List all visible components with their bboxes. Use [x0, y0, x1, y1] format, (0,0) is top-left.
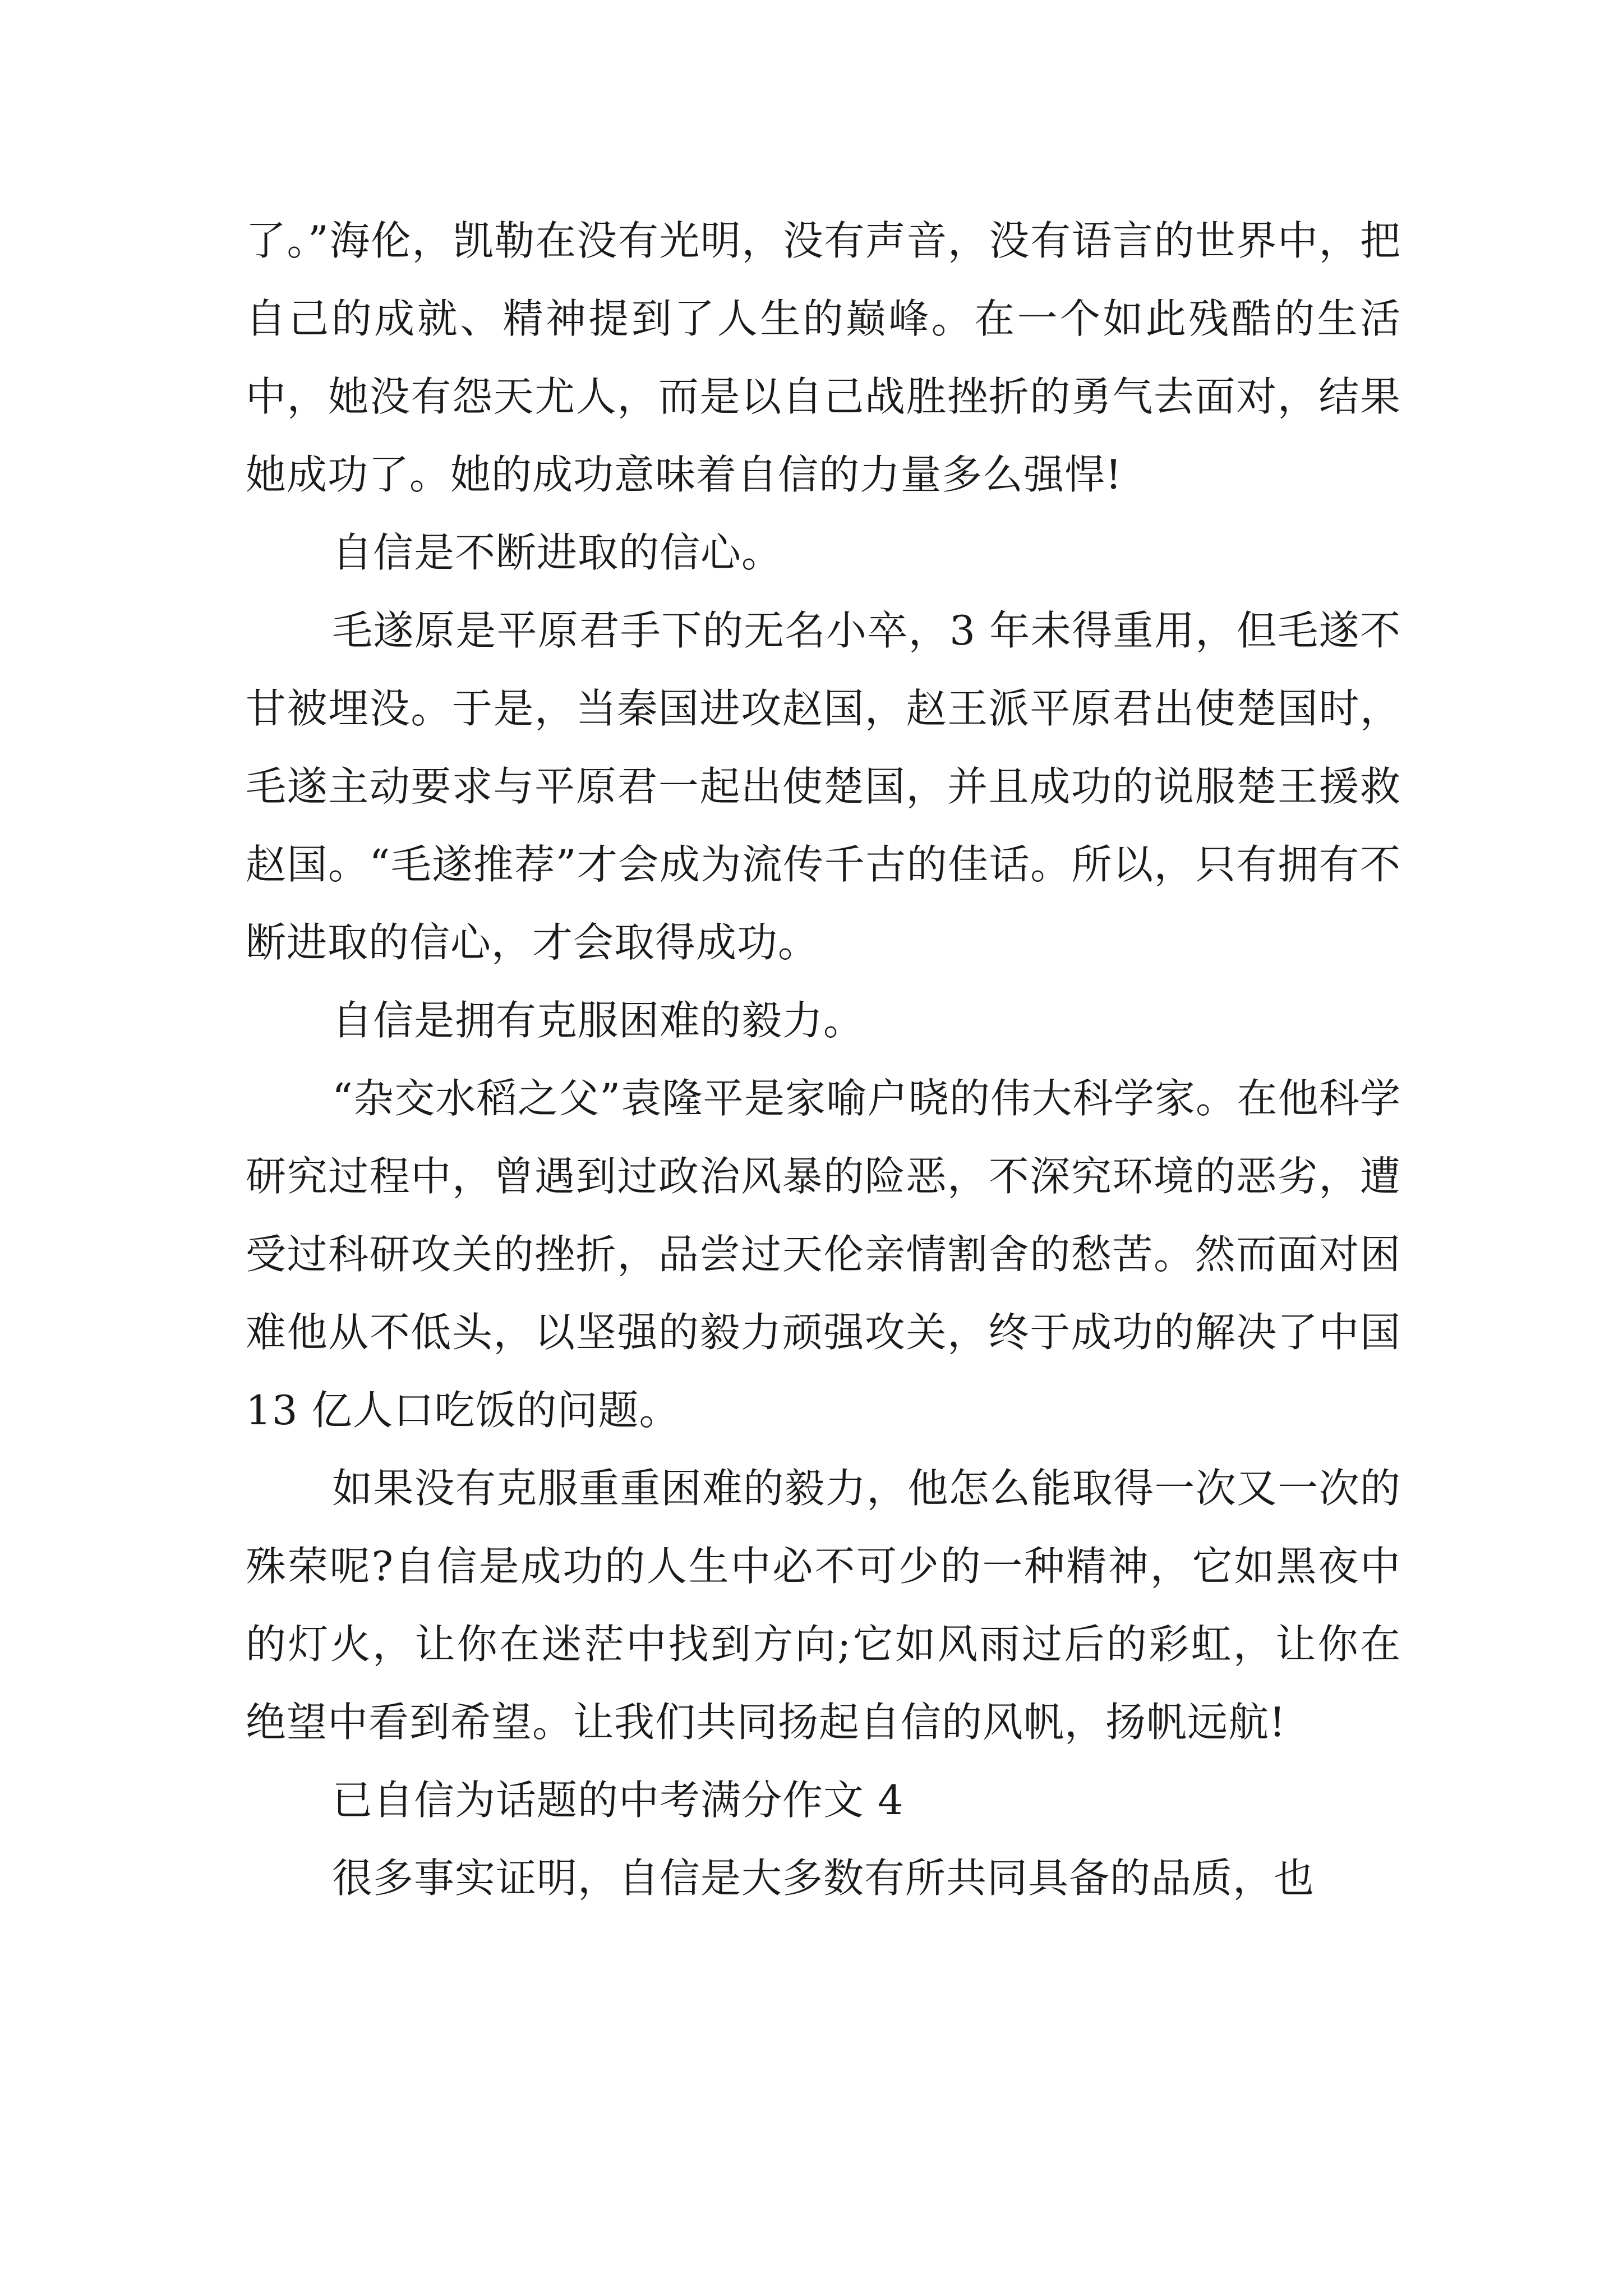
paragraph-conclusion: 如果没有克服重重困难的毅力，他怎么能取得一次又一次的殊荣呢?自信是成功的人生中必不可少的一种精神，它如黑夜中的灯火，让你在迷茫中找到方向;它如风雨过后的彩虹，让你在绝望中看到希望。让我们共同扬起自信的风帆，扬帆远航!: [246, 1465, 1401, 1746]
section-heading: 已自信为话题的中考满分作文 4: [332, 1777, 904, 1824]
paragraph-essay-4-opening: 很多事实证明，自信是大多数有所共同具备的品质，也: [332, 1855, 1315, 1902]
paragraph-yuan-longping: “杂交水稻之父”袁隆平是家喻户晓的伟大科学家。在他科学研究过程中，曾遇到过政治风暴的险恶，不深究环境的恶劣，遭受过科研攻关的挫折，品尝过天伦亲情割舍的愁苦。然而面对困难他从不低头，以坚强的毅力顽强攻关，终于成功的解决了中国 13 亿人口吃饭的问题。: [246, 1075, 1401, 1434]
paragraph-thesis-progress: 自信是不断进取的信心。: [332, 529, 783, 576]
essay-body: [246, 202, 1401, 1917]
paragraph-helen-keller: 了。”海伦，凯勒在没有光明，没有声音，没有语言的世界中，把自己的成就、精神提到了人生的巅峰。在一个如此残酷的生活中，她没有怨天尤人，而是以自己战胜挫折的勇气去面对，结果她成功了。她的成功意味着自信的力量多么强悍!: [246, 217, 1401, 498]
paragraph-thesis-perseverance: 自信是拥有克服困难的毅力。: [332, 997, 865, 1044]
paragraph-mao-sui: 毛遂原是平原君手下的无名小卒，3 年未得重用，但毛遂不甘被埋没。于是，当秦国进攻赵国，赵王派平原君出使楚国时，毛遂主动要求与平原君一起出使楚国，并且成功的说服楚王援救赵国。“毛遂推荐”才会成为流传千古的佳话。所以，只有拥有不断进取的信心，才会取得成功。: [246, 607, 1401, 966]
